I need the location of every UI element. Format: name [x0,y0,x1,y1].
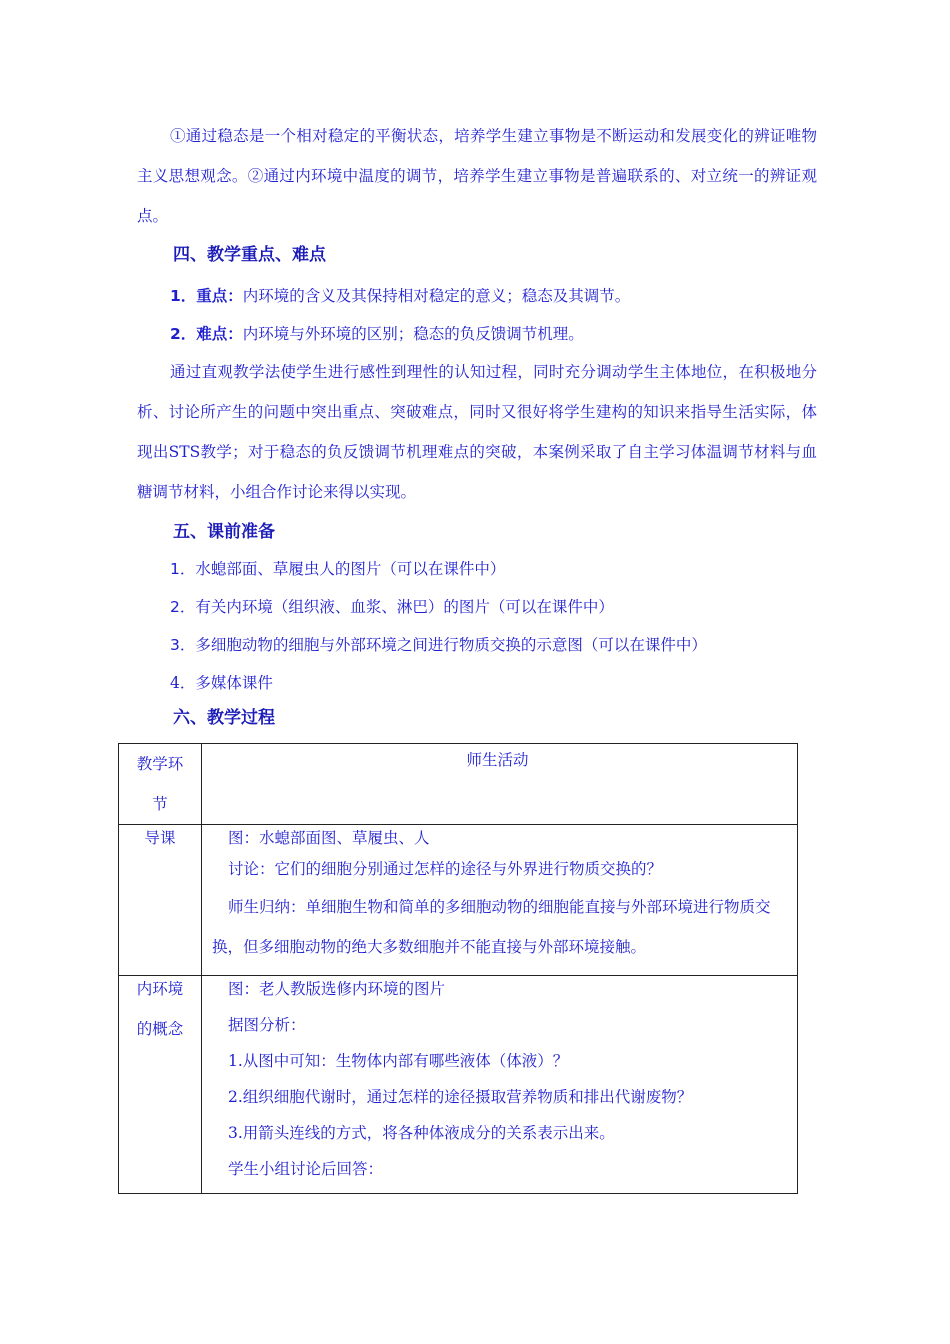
prep-item [170,633,707,657]
prep-item [170,557,505,581]
prep-item-number: 1． [170,560,196,578]
stage-label: 导课 [144,829,176,847]
stage-header: 教学环节 [136,755,184,813]
difficult-point-label: 2．难点： [170,325,243,343]
activity-line: 师生归纳：单细胞生物和简单的多细胞动物的细胞能直接与外部环境进行物质交换，但多细胞动物的绝大多数细胞并不能直接与外部环境接触。 [212,898,771,956]
stage-cell [119,825,202,976]
stage-label: 内环境的概念 [136,980,184,1038]
prep-item-number: 3． [170,636,196,654]
activity-line: 讨论：它们的细胞分别通过怎样的途径与外界进行物质交换的？ [228,860,663,878]
method-paragraph: 通过直观教学法使学生进行感性到理性的认知过程，同时充分调动学生主体地位，在积极地分析、讨论所产生的问题中突出重点、突破难点，同时又很好将学生建构的知识来指导生活实际，体现出STS教学；对于稳态的负反馈调节机理难点的突破，本案例采取了自主学习体温调节材料与血糖调节材料，小组合作讨论来得以实现。 [137,363,817,501]
prep-item-text: 有关内环境（组织液、血浆、淋巴）的图片（可以在课件中） [195,598,614,616]
activity-cell [202,825,798,976]
activity-line: 3.用箭头连线的方式，将各种体液成分的关系表示出来。 [228,1124,615,1142]
section4-heading: 四、教学重点、难点 [173,245,326,265]
prep-item-number: 2． [170,598,196,616]
table-row [119,976,798,1194]
prep-item [170,595,614,619]
intro-paragraph: ①通过稳态是一个相对稳定的平衡状态，培养学生建立事物是不断运动和发展变化的辨证唯物主义思想观念。②通过内环境中温度的调节，培养学生建立事物是普遍联系的、对立统一的辨证观点。 [137,127,817,225]
stage-header-cell [119,744,202,825]
activity-header-cell [202,744,798,825]
table-header-row [119,744,798,825]
activity-line: 图：水螅部面图、草履虫、人 [228,829,430,847]
activity-line: 图：老人教版选修内环境的图片 [228,980,446,998]
stage-cell [119,976,202,1194]
table-row [119,825,798,976]
activity-line: 学生小组讨论后回答： [228,1160,384,1178]
activity-line: 2.组织细胞代谢时，通过怎样的途径摄取营养物质和排出代谢废物？ [228,1088,693,1106]
prep-item [170,671,273,695]
section6-heading: 六、教学过程 [173,708,275,728]
prep-item-text: 水螅部面、草履虫人的图片（可以在课件中） [195,560,506,578]
difficult-point-text: 内环境与外环境的区别；稳态的负反馈调节机理。 [242,325,584,343]
activity-line: 据图分析： [228,1016,306,1034]
key-point-label: 1．重点： [170,287,243,305]
teaching-process-table [118,743,798,1194]
key-point-line [170,284,630,308]
key-point-text: 内环境的含义及其保持相对稳定的意义；稳态及其调节。 [242,287,631,305]
prep-item-text: 多媒体课件 [195,674,273,692]
section5-heading: 五、课前准备 [173,522,275,542]
activity-cell [202,976,798,1194]
prep-item-number: 4． [170,674,196,692]
activity-line: 1.从图中可知：生物体内部有哪些液体（体液）？ [228,1052,569,1070]
activity-header: 师生活动 [466,751,529,769]
difficult-point-line [170,322,584,346]
prep-item-text: 多细胞动物的细胞与外部环境之间进行物质交换的示意图（可以在课件中） [195,636,707,654]
